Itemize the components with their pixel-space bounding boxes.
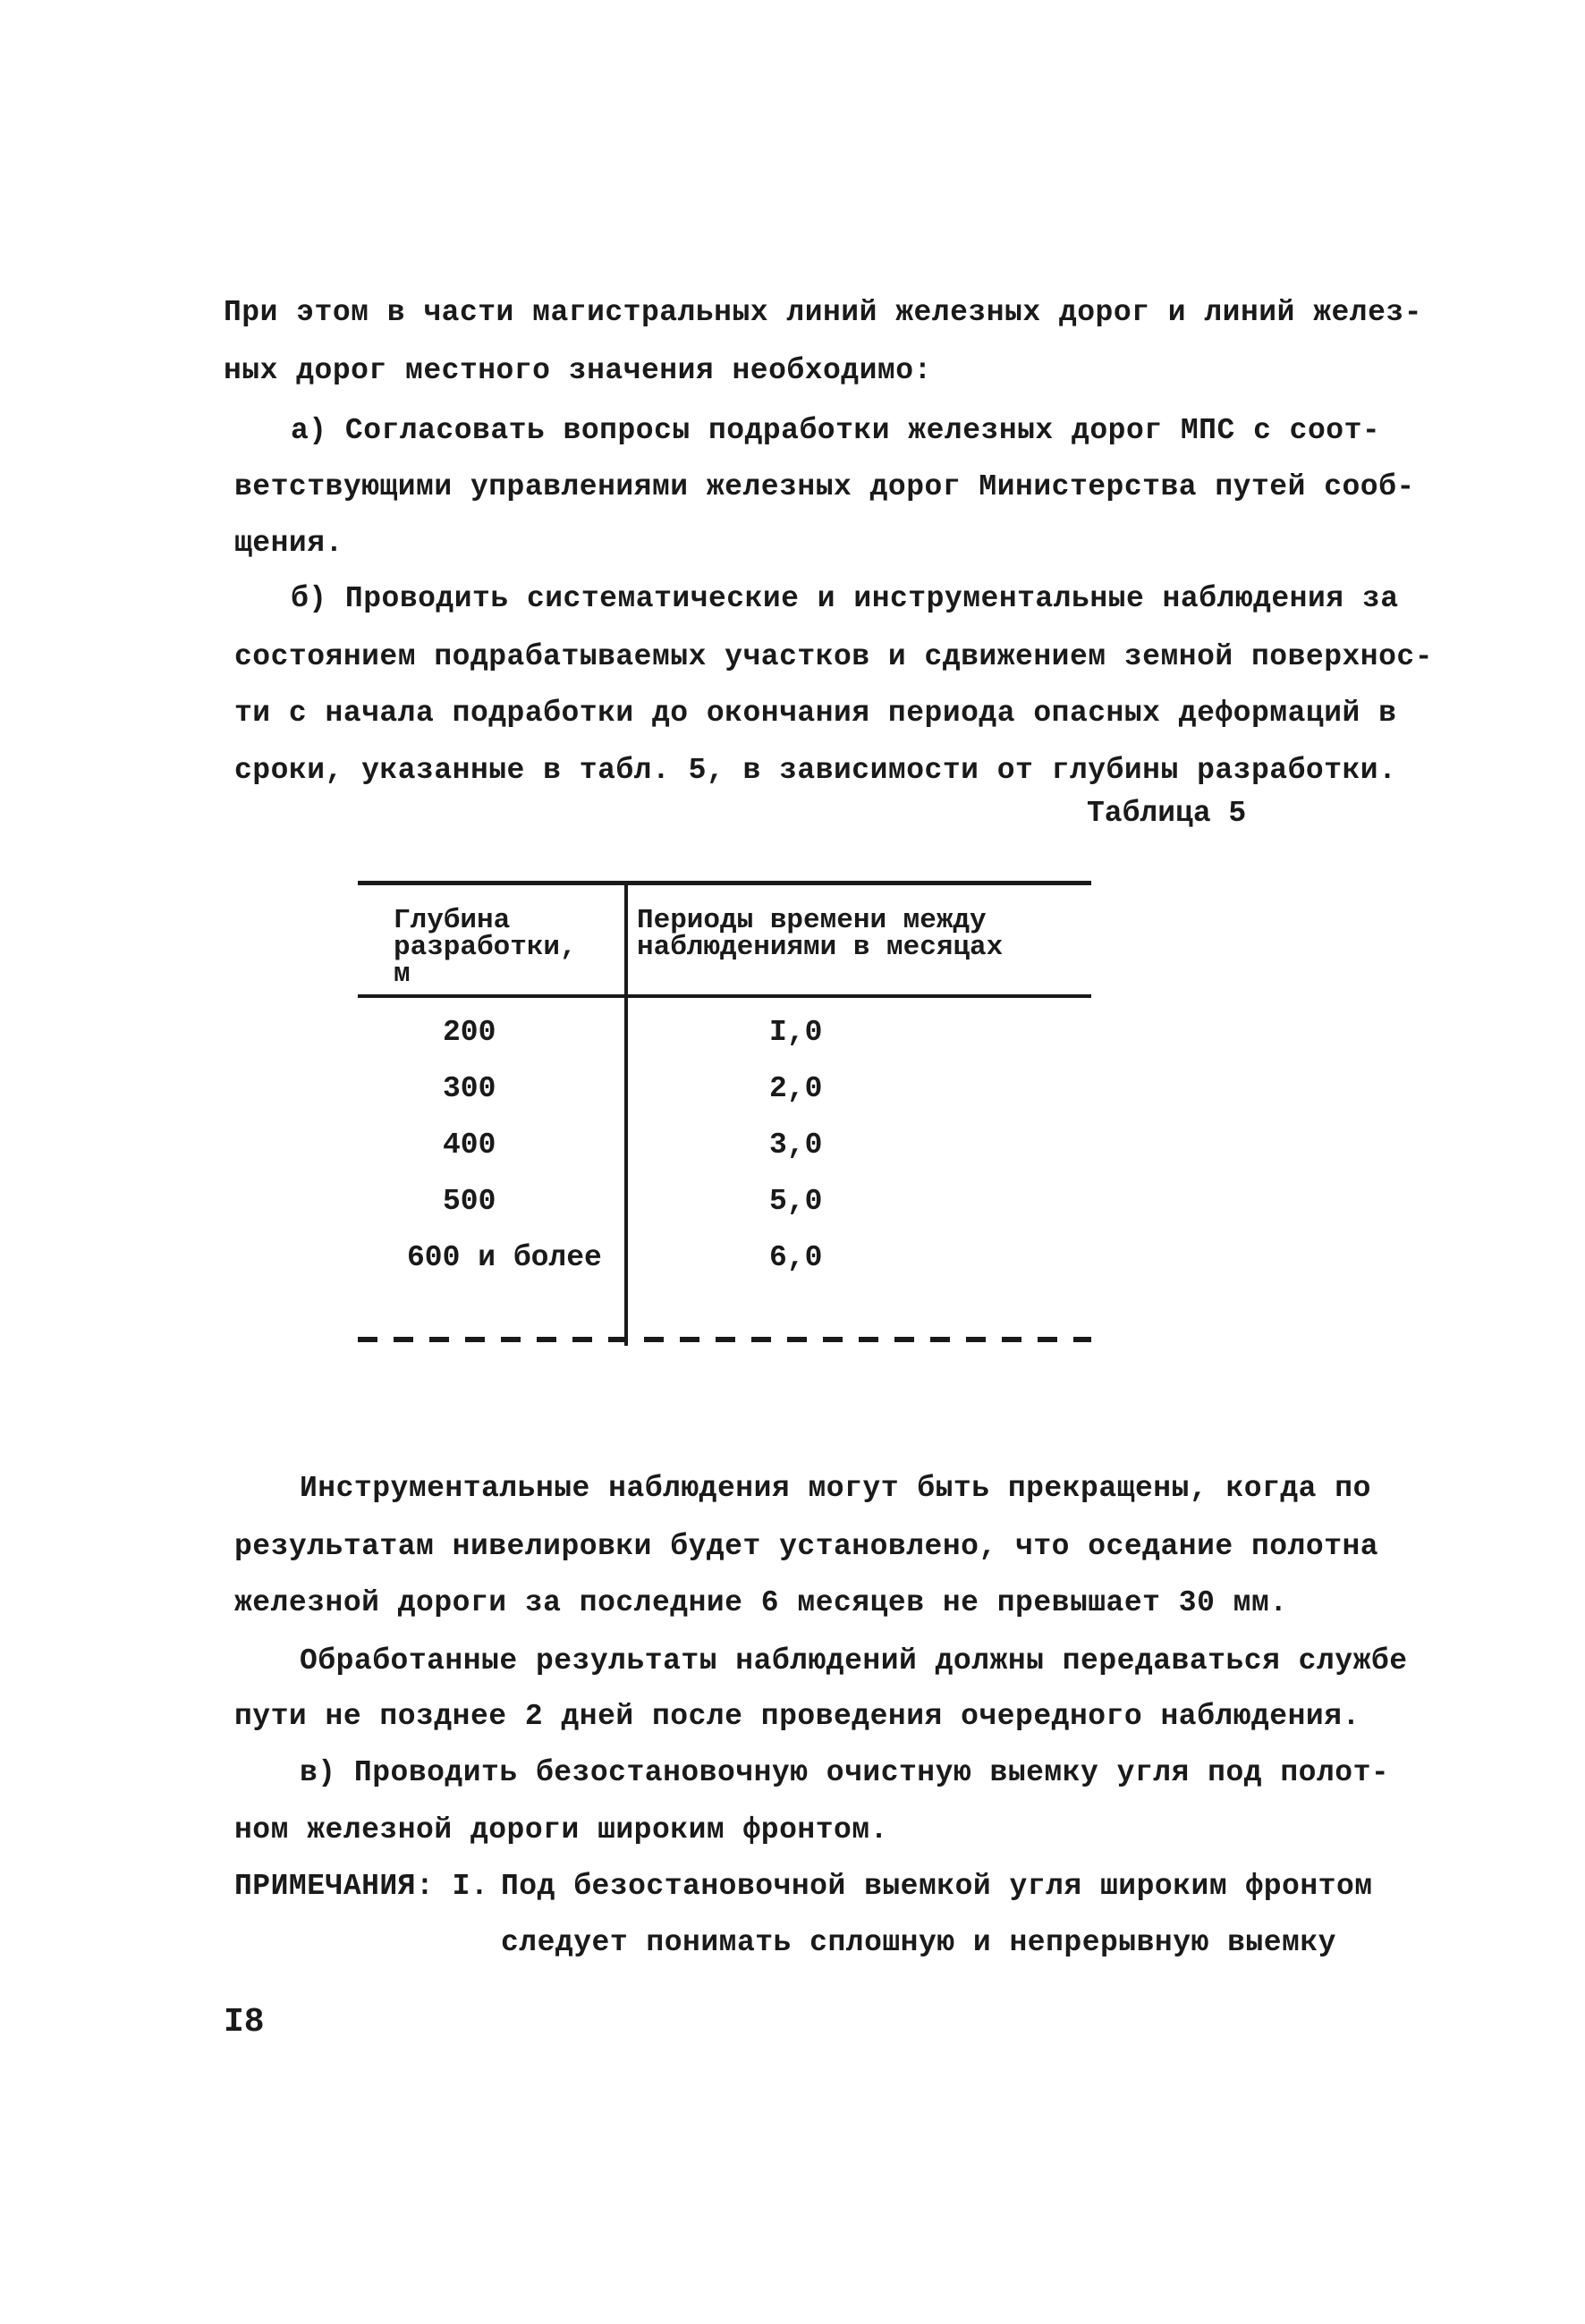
table-cell-period: 5,0	[769, 1185, 823, 1218]
table-header-rule	[358, 994, 1091, 998]
note-line: Под безостановочной выемкой угля широким фронтом	[501, 1870, 1373, 1903]
table-cell-period: 3,0	[769, 1128, 823, 1162]
item-a-line: а) Согласовать вопросы подработки железных дорог МПС с соот-	[291, 414, 1381, 447]
table-cell-depth: 300	[443, 1072, 496, 1105]
table-header-depth: Глубина разработки, м	[394, 905, 577, 990]
item-a-line: ветствующими управлениями железных дорог Министерства путей сооб-	[234, 470, 1415, 503]
table-top-rule	[358, 881, 1091, 885]
table-header-period: Периоды времени между наблюдениями в месяцах	[637, 905, 1004, 963]
item-b-line: б) Проводить систематические и инструментальные наблюдения за	[291, 582, 1399, 615]
note-label: ПРИМЕЧАНИЯ: I.	[234, 1870, 489, 1903]
paragraph-line: При этом в части магистральных линий железных дорог и линий желез-	[224, 296, 1423, 329]
table-cell-period: 6,0	[769, 1241, 823, 1274]
paragraph-line: железной дороги за последние 6 месяцев не превышает 30 мм.	[234, 1586, 1288, 1619]
table-cell-depth: 500	[443, 1185, 496, 1218]
paragraph-line: Инструментальные наблюдения могут быть прекращены, когда по	[300, 1472, 1371, 1505]
table-cell-depth: 400	[443, 1128, 496, 1162]
item-v-line: в) Проводить безостановочную очистную выемку угля под полот-	[300, 1756, 1390, 1789]
paragraph-line: Обработанные результаты наблюдений должны передаваться службе	[300, 1644, 1408, 1678]
table-bottom-dashed-rule	[358, 1337, 1091, 1342]
page-number: I8	[224, 2003, 265, 2041]
table-cell-period: 2,0	[769, 1072, 823, 1105]
table-caption: Таблица 5	[1087, 797, 1247, 830]
item-b-line: состоянием подрабатываемых участков и сдвижением земной поверхнос-	[234, 640, 1434, 673]
paragraph-line: ных дорог местного значения необходимо:	[224, 354, 932, 387]
item-b-line: ти с начала подработки до окончания периода опасных деформаций в	[234, 697, 1397, 730]
item-a-line: щения.	[234, 527, 343, 560]
table-column-divider	[624, 881, 628, 1346]
table-cell-depth: 600 и более	[407, 1241, 602, 1274]
table-cell-depth: 200	[443, 1016, 496, 1049]
paragraph-line: результатам нивелировки будет установлено, что оседание полотна	[234, 1530, 1379, 1563]
table-cell-period: I,0	[769, 1016, 823, 1049]
item-b-line: сроки, указанные в табл. 5, в зависимости от глубины разработки.	[234, 754, 1397, 787]
note-line: следует понимать сплошную и непрерывную выемку	[501, 1926, 1336, 1959]
item-v-line: ном железной дороги широким фронтом.	[234, 1813, 888, 1847]
paragraph-line: пути не позднее 2 дней после проведения очередного наблюдения.	[234, 1700, 1360, 1733]
